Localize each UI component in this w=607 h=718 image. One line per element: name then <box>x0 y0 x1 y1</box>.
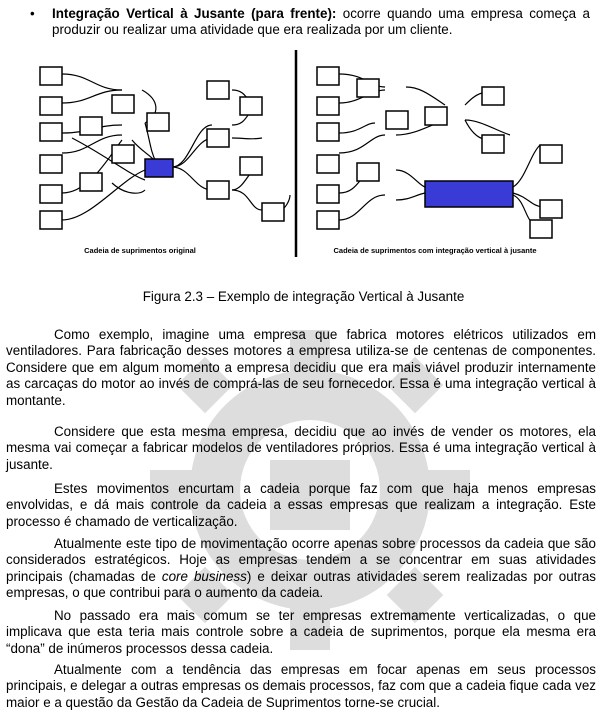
paragraph-4-italic: core business <box>161 568 247 584</box>
paragraph-1-text: Como exemplo, imagine uma empresa que fabrica motores elétricos utilizados em ventiladores. Para fabricação desses motores a empresa utiliza-se de centenas de componentes. Considere que em algum momento a empresa decidiu que era mais viável produzir internamente as carcaças do motor ao invés de comprá-las de seu fornecedor. Essa é uma integração vertical à montante. <box>6 327 596 408</box>
figure-caption: Figura 2.3 – Exemplo de integração Vertical à Jusante <box>142 289 465 304</box>
bullet-text <box>52 6 590 38</box>
bullet-body: ocorre quando uma empresa começa a produzir ou realizar uma atividade que era realizada por um cliente. <box>52 6 590 37</box>
bullet-item <box>30 6 590 38</box>
paragraph-1 <box>6 327 596 409</box>
paragraph-6 <box>6 662 596 711</box>
supply-chain-diagram <box>0 45 607 270</box>
paragraph-5-text: No passado era mais comum se ter empresas extremamente verticalizadas, o que implicava que esta teria mais controle sobre a cadeia de suprimentos, porque ela mesma era “dona” de inúmeros processos dessa cadeia. <box>6 608 596 656</box>
company-box-right <box>425 181 513 207</box>
paragraph-2 <box>6 424 596 473</box>
paragraph-5 <box>6 608 596 657</box>
paragraph-4 <box>6 536 596 602</box>
paragraph-4-text-a: Atualmente este tipo de movimentação ocorre apenas sobre processos da cadeia que são considerados estratégicos. Hoje as empresas tendem a se concentrar em suas atividades principais (chamadas de <box>6 536 596 584</box>
right-diagram-label: Cadeia de suprimentos com integração vertical à jusante <box>333 246 537 255</box>
paragraph-2-text: Considere que esta mesma empresa, decidiu que ao invés de vender os motores, ela mesma vai começar a fabricar modelos de ventiladores próprios. Essa é uma integração vertical à jusante. <box>6 424 596 472</box>
paragraph-6-text: Atualmente com a tendência das empresas em focar apenas em seus processos principais, e delegar a outras empresas os demais processos, faz com que a cadeia fique cada vez maior e a questão da Gestão da Cadeia de Suprimentos torne-se crucial. <box>6 662 596 710</box>
paragraph-3 <box>6 481 596 530</box>
left-diagram-label: Cadeia de suprimentos original <box>84 246 196 255</box>
paragraph-3-text: Estes movimentos encurtam a cadeia porque faz com que haja menos empresas envolvidas, e dá mais controle da cadeia a essas empresas que realizam a integração. Este processo é chamado de verticalização. <box>6 481 596 529</box>
bullet-title: Integração Vertical à Jusante (para frente): <box>52 6 337 21</box>
company-box-left <box>145 159 173 177</box>
bullet-dot: • <box>30 6 35 21</box>
paragraph-4-text-b: ) e deixar outras atividades serem realizadas por outras empresas, o que contribui para o aumento da cadeia. <box>6 568 596 601</box>
